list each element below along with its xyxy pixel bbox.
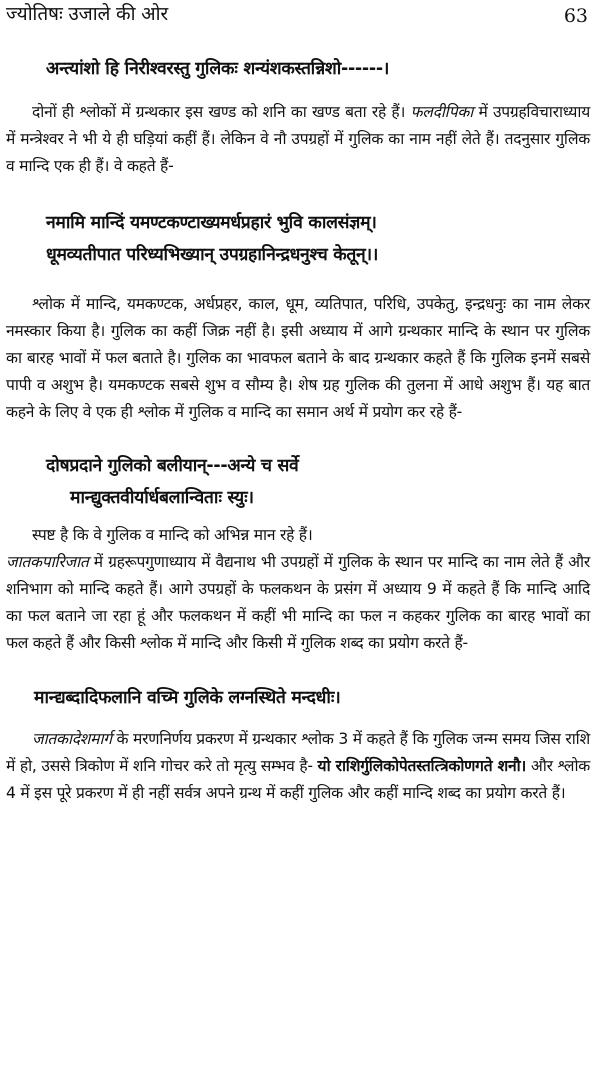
verse-3-line-1: दोषप्रदाने गुलिको बलीयान्---अन्ये च सर्वे: [46, 456, 299, 477]
verse-4-line-1: मान्द्यब्दादिफलानि वच्मि गुलिके लग्नस्थिते मन्दधीः।: [34, 688, 341, 709]
paragraph-4: [6, 726, 590, 806]
paragraph-1-book-name: फलदीपिका: [410, 103, 474, 121]
paragraph-4-quote: यो राशिर्गुलिकोपेतस्तत्त्रिकोणगते शनौ।: [317, 757, 527, 776]
verse-2-line-2: धूमव्यतीपात परिध्यभिख्यान् उपग्रहानिन्द्रधनुश्च केतून्।।: [46, 245, 379, 266]
verse-3: [6, 450, 590, 514]
verse-1: [6, 53, 590, 85]
paragraph-3-text-a: स्पष्ट है कि वे गुलिक व मान्दि को अभिन्न मान रहे हैं।: [32, 526, 313, 545]
paragraph-1: [6, 99, 590, 179]
paragraph-1-indent: [6, 103, 32, 121]
paragraph-3-indent: [6, 526, 32, 544]
verse-1-line-1: अन्त्यांशो हि निरीश्वरस्तु गुलिकः शन्यंशकस्तन्निशो------।: [46, 59, 390, 79]
verse-2-line-1: नमामि मान्दिं यमण्टकण्टाख्यमर्धप्रहारं भुवि कालसंज्ञम्।: [46, 213, 377, 234]
paragraph-2-indent: [6, 295, 32, 313]
paragraph-3-text-b: में ग्रहरूपगुणाध्याय में वैद्यनाथ भी उपग्रहों में गुलिक के स्थान पर मान्दि का नाम लेते हैं और शनिभाग को मान्दि कहते हैं। आगे उपग्रहों के फलकथन के प्रसंग में अध्याय 9 में कहते हैं कि मान्दि आदि का फल बताने जा रहा हूं और फलकथन में कहीं भी मान्दि का फल न कहकर गुलिक का बारह भावों का फल कहते हैं और किसी श्लोक में मान्दि और किसी में गुलिक शब्द का प्रयोग करते हैं-: [6, 553, 590, 652]
paragraph-4-book-name: जातकादेशमार्ग: [32, 730, 112, 749]
paragraph-1-text-a: दोनों ही श्लोकों में ग्रन्थकार इस खण्ड को शनि का खण्ड बता रहे हैं।: [32, 103, 406, 121]
paragraph-3: [6, 522, 590, 656]
running-header: [6, 0, 590, 35]
verse-2: [6, 207, 590, 271]
running-title: ज्योतिषः उजाले की ओर: [6, 3, 168, 25]
verse-4: [6, 682, 590, 714]
paragraph-3-book-name: जातकपारिजात: [6, 553, 89, 572]
page-number: 63: [563, 5, 588, 27]
paragraph-2: [6, 291, 590, 425]
paragraph-2-text: श्लोक में मान्दि, यमकण्टक, अर्धप्रहर, काल, धूम, व्यतिपात, परिधि, उपकेतु, इन्द्रधनुः का नाम लेकर नमस्कार किया है। गुलिक का कहीं जिक्र नहीं है। इसी अध्याय में आगे ग्रन्थकार मान्दि के स्थान पर गुलिक का बारह भावों में फल बताते है। गुलिक का भावफल बताने के बाद ग्रन्थकार कहते हैं कि गुलिक इनमें सबसे पापी व अशुभ है। यमकण्टक सबसे शुभ व सौम्य है। शेष ग्रह गुलिक की तुलना में आधे अशुभ हैं। यह बात कहने के लिए वे एक ही श्लोक में गुलिक व मान्दि का समान अर्थ में प्रयोग कर रहे हैं-: [6, 295, 590, 421]
paragraph-4-text-b: और श्लोक 4 में इस पूरे प्रकरण में ही नहीं सर्वत्र अपने ग्रन्थ में कहीं गुलिक और कहीं मान्दि शब्द का प्रयोग करते हैं।: [6, 757, 590, 802]
paragraph-4-text-a: के मरणनिर्णय प्रकरण में ग्रन्थकार श्लोक 3 में कहते हैं कि गुलिक जन्म समय जिस राशि में हो, उससे त्रिकोण में शनि गोचर करे तो मृत्यु सम्भव है-: [6, 730, 590, 776]
paragraph-1-text-b: में उपग्रहविचाराध्याय में मन्त्रेश्वर ने भी ये ही घड़ियां कहीं हैं। लेकिन वे नौ उपग्रहों में गुलिक का नाम नहीं लेते हैं। तदनुसार गुलिक व मान्दि एक ही हैं। वे कहते हैं-: [6, 103, 590, 175]
paragraph-4-indent: [6, 730, 32, 748]
verse-3-line-2: मान्द्युक्तवीर्यार्धबलान्विताः स्युः।: [70, 488, 254, 509]
